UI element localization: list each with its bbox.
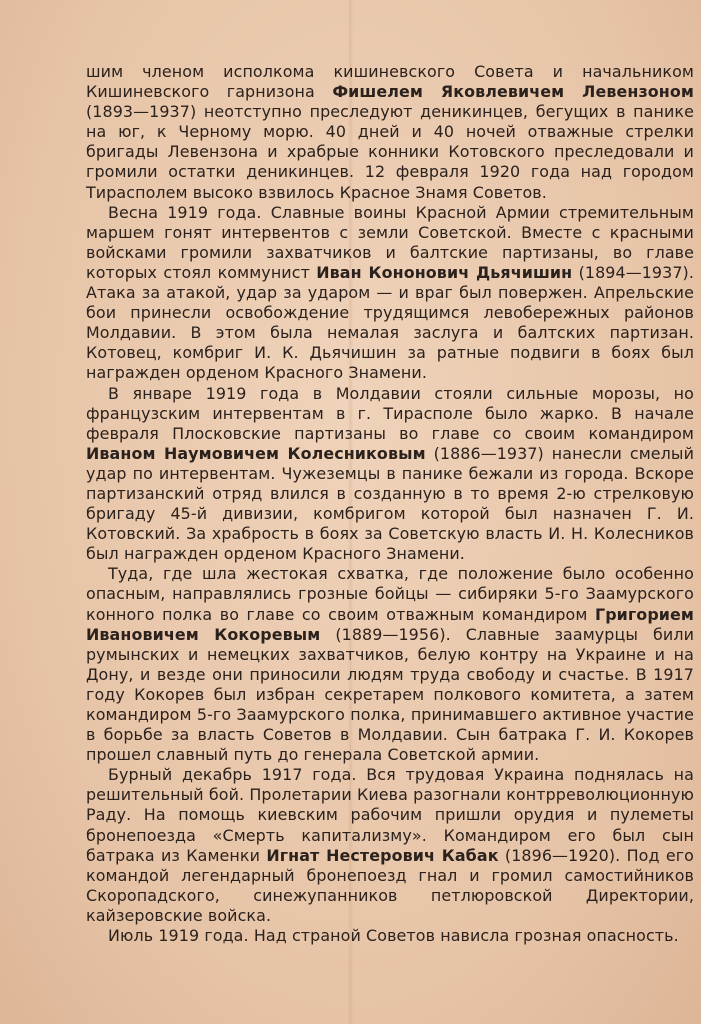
person-name: Григорием Ивановичем Кокоревым [86,604,694,644]
text-run: В январе 1919 года в Молдавии стояли сильные морозы, но французским интервентам в г. Тирасполе было жарко. В начале февраля Плосковские партизаны во главе со своим командиром [86,383,694,443]
person-name: Игнат Нестерович Кабак [266,845,499,865]
text-run: Весна 1919 года. Славные воины Красной Армии стремительным маршем гонят интервентов с земли Советской. Вместе с красными войсками громили захватчиков и балтские партизаны, во главе которых стоял коммунист [86,202,694,282]
text-run: (1894—1937). Атака за атакой, удар за ударом — и враг был повержен. Апрельские бои принесли освобождение трудящимся левобережных районов Молдавии. В этом была немалая заслуга и балтских партизан. Котовец, комбриг И. К. Дьячишин за ратные подвиги в боях был награжден орденом Красного Знамени. [86,262,694,383]
text-run: Туда, где шла жестокая схватка, где положение было особенно опасным, направлялись грозные бойцы — сибиряки 5-го Заамурского конного полка во главе со своим отважным командиром [86,564,694,624]
paragraph-1 [86,62,694,203]
text-run: (1896—1920). Под его командой легендарный бронепоезд гнал и громил самостийников Скоропадского, синежупанников петлюровской Директории, кайзеровские войска. [86,845,695,925]
text-run: Июль 1919 года. Над страной Советов нависла грозная опасность. [108,926,679,946]
document-page [86,62,694,946]
text-run: (1889—1956). Славные заамурцы били румынских и немецких захватчиков, белую контру на Украине и на Дону, и везде они приносили людям труда свободу и счастье. В 1917 году Кокорев был избран секретарем полкового комитета, а затем командиром 5-го Заамурского полка, принимавшего активное участие в борьбе за власть Советов в Молдавии. Сын батрака Г. И. Кокорев прошел славный путь до генерала Советской армии. [86,624,695,765]
person-name: Иван Кононович Дьячишин [316,262,573,282]
text-run: шим членом исполкома кишиневского Совета и начальником Кишиневского гарнизона [86,62,694,102]
paragraph-3 [86,384,694,565]
text-run: Бурный декабрь 1917 года. Вся трудовая Украина поднялась на решительный бой. Пролетарии Киева разогнали контрреволюционную Раду. На помощь киевским рабочим пришли орудия и пулеметы бронепоезда «Смерть капитализму». Командиром его был сын батрака из Каменки [86,765,694,865]
person-name: Фишелем Яковлевичем Левензоном [332,82,694,102]
paragraph-4 [86,564,694,765]
paragraph-6 [86,926,694,946]
text-run: (1886—1937) нанесли смелый удар по интервентам. Чужеземцы в панике бежали из города. Вскоре партизанский отряд влился в созданную в то время 2-ю стрелковую бригаду 45-й дивизии, комбригом которой был назначен Г. И. Котовский. За храбрость в боях за Советскую власть И. Н. Колесников был награжден орденом Красного Знамени. [86,443,695,564]
person-name: Иваном Наумовичем Колесниковым [86,443,426,463]
paragraph-2 [86,203,694,384]
paragraph-5 [86,765,694,926]
text-run: (1893—1937) неотступно преследуют деникинцев, бегущих в панике на юг, к Черному морю. 40 дней и 40 ночей отважные стрелки бригады Левензона и храбрые конники Котовского преследовали и громили остатки деникинцев. 12 февраля 1920 года над городом Тирасполем высоко взвилось Красное Знамя Советов. [86,102,694,202]
